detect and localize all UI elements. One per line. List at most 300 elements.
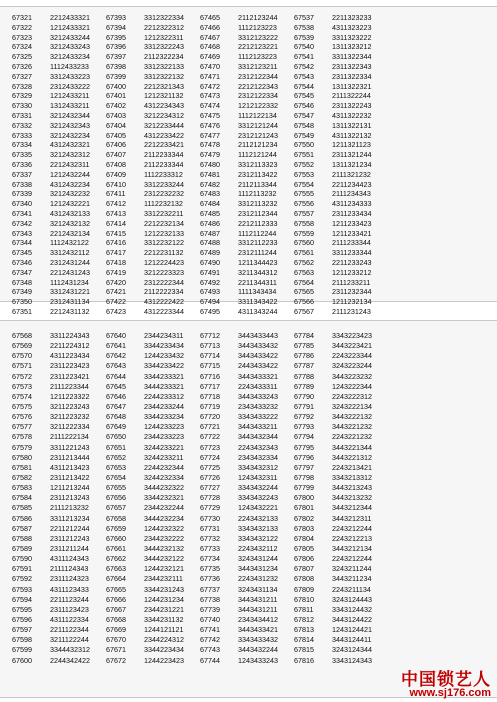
entry-number: 67483 <box>200 189 220 199</box>
table-cell <box>294 483 384 493</box>
entry-number: 67599 <box>12 645 32 655</box>
table-cell <box>106 443 200 453</box>
entry-code: 1112122134 <box>238 110 277 120</box>
entry-number: 67338 <box>12 179 32 189</box>
entry-number: 67726 <box>200 472 220 482</box>
entry-code: 2311213422 <box>50 472 90 482</box>
entry-number: 67465 <box>200 13 220 22</box>
entry-code: 3211344312 <box>238 267 278 277</box>
entry-code: 3443212344 <box>332 503 372 513</box>
table-cell <box>200 131 294 141</box>
entry-number: 67490 <box>200 257 220 267</box>
entry-number: 67577 <box>12 422 32 432</box>
code-table-lower <box>12 331 489 666</box>
entry-code: 4311213423 <box>50 462 90 472</box>
table-cell <box>200 585 294 595</box>
entry-code: 1112432122 <box>50 238 89 248</box>
entry-code: 3443433422 <box>238 351 278 361</box>
entry-number: 67641 <box>106 341 126 351</box>
entry-code: 4312223344 <box>144 306 184 316</box>
entry-code: 3443431211 <box>238 604 278 614</box>
entry-code: 3344231243 <box>144 584 184 594</box>
table-cell <box>12 331 106 341</box>
table-cell <box>12 554 106 564</box>
entry-code: 3344233422 <box>144 361 184 371</box>
entry-number: 67479 <box>200 150 220 160</box>
entry-code: 3312232211 <box>144 208 184 218</box>
entry-number: 67807 <box>294 564 314 574</box>
entry-code: 1211232134 <box>332 297 372 307</box>
table-cell <box>200 372 294 382</box>
entry-number: 67667 <box>106 604 126 614</box>
entry-number: 67733 <box>200 543 220 553</box>
table-cell <box>106 422 200 432</box>
entry-code: 4311234333 <box>332 199 372 209</box>
entry-number: 67552 <box>294 159 314 169</box>
entry-number: 67720 <box>200 412 220 422</box>
entry-code: 4312222422 <box>144 297 184 307</box>
entry-code: 3244233221 <box>144 442 184 452</box>
entry-code: 3343124432 <box>332 604 372 614</box>
entry-code: 2212433321 <box>50 13 90 22</box>
entry-number: 67573 <box>12 381 32 391</box>
entry-number: 67346 <box>12 257 32 267</box>
table-row <box>12 625 489 635</box>
entry-number: 67640 <box>106 331 126 340</box>
table-cell <box>12 268 106 278</box>
entry-code: 3312233244 <box>144 179 184 189</box>
entry-number: 67494 <box>200 297 220 307</box>
table-cell <box>12 23 106 33</box>
entry-number: 67590 <box>12 554 32 564</box>
entry-number: 67650 <box>106 432 126 442</box>
table-row <box>12 150 489 160</box>
entry-code: 3344232321 <box>144 493 184 503</box>
entry-number: 67671 <box>106 645 126 655</box>
entry-number: 67413 <box>106 208 126 218</box>
entry-number: 67793 <box>294 422 314 432</box>
entry-code: 2243431232 <box>238 574 278 584</box>
entry-number: 67472 <box>200 81 220 91</box>
entry-code: 1211233421 <box>332 228 372 238</box>
entry-code: 2212231132 <box>144 248 184 258</box>
entry-code: 1111343434 <box>238 287 277 297</box>
table-cell <box>200 514 294 524</box>
entry-code: 3312232122 <box>144 238 184 248</box>
table-cell <box>294 307 384 317</box>
table-row <box>12 402 489 412</box>
table-row <box>12 131 489 141</box>
entry-number: 67323 <box>12 32 32 42</box>
entry-number: 67574 <box>12 391 32 401</box>
entry-number: 67545 <box>294 91 314 101</box>
entry-code: 1211213244 <box>50 483 90 493</box>
upper-page-panel <box>0 6 497 316</box>
table-cell <box>12 544 106 554</box>
entry-number: 67742 <box>200 635 220 645</box>
entry-number: 67541 <box>294 52 314 62</box>
entry-number: 67814 <box>294 635 314 645</box>
entry-code: 2211123244 <box>50 594 89 604</box>
entry-code: 2211323233 <box>332 13 372 22</box>
table-cell <box>294 238 384 248</box>
entry-number: 67575 <box>12 401 32 411</box>
entry-number: 67339 <box>12 189 32 199</box>
table-row <box>12 432 489 442</box>
table-row <box>12 554 489 564</box>
entry-number: 67400 <box>106 81 126 91</box>
entry-code: 2212431243 <box>50 267 90 277</box>
entry-number: 67737 <box>200 584 220 594</box>
entry-number: 67578 <box>12 432 32 442</box>
entry-number: 67647 <box>106 401 126 411</box>
table-cell <box>106 268 200 278</box>
entry-number: 67660 <box>106 533 126 543</box>
entry-number: 67740 <box>200 614 220 624</box>
table-cell <box>294 585 384 595</box>
entry-code: 2311212243 <box>50 533 90 543</box>
entry-number: 67813 <box>294 625 314 635</box>
entry-code: 2344233244 <box>144 401 184 411</box>
table-cell <box>294 453 384 463</box>
entry-number: 67594 <box>12 594 32 604</box>
entry-number: 67342 <box>12 218 32 228</box>
entry-code: 3344233234 <box>144 412 184 422</box>
entry-number: 67799 <box>294 483 314 493</box>
table-cell <box>200 140 294 150</box>
entry-code: 3311343422 <box>238 297 278 307</box>
table-cell <box>106 574 200 584</box>
table-cell <box>12 209 106 219</box>
entry-code: 2343433232 <box>238 401 278 411</box>
table-cell <box>200 524 294 534</box>
table-cell <box>200 297 294 307</box>
table-cell <box>200 268 294 278</box>
table-cell <box>106 150 200 160</box>
entry-code: 3444232132 <box>144 543 184 553</box>
table-cell <box>12 382 106 392</box>
table-cell <box>106 121 200 131</box>
entry-code: 3243431134 <box>238 584 278 594</box>
entry-number: 67722 <box>200 432 220 442</box>
entry-number: 67725 <box>200 462 220 472</box>
entry-code: 2211224312 <box>50 341 90 351</box>
table-row <box>12 33 489 43</box>
entry-code: 2111222134 <box>50 432 89 442</box>
table-cell <box>200 473 294 483</box>
entry-number: 67482 <box>200 179 220 189</box>
entry-code: 3312431221 <box>50 287 90 297</box>
table-cell <box>200 91 294 101</box>
table-cell <box>106 297 200 307</box>
entry-code: 3343432243 <box>238 493 278 503</box>
table-cell <box>294 111 384 121</box>
entry-number: 67716 <box>200 371 220 381</box>
entry-number: 67411 <box>106 189 126 199</box>
table-cell <box>106 199 200 209</box>
table-cell <box>106 503 200 513</box>
table-cell <box>294 625 384 635</box>
table-row <box>12 111 489 121</box>
entry-code: 3443212134 <box>332 543 372 553</box>
table-cell <box>294 432 384 442</box>
entry-code: 2312222344 <box>144 277 184 287</box>
table-cell <box>200 483 294 493</box>
table-cell <box>294 361 384 371</box>
table-cell <box>200 503 294 513</box>
entry-code: 1244121121 <box>144 625 184 635</box>
table-cell <box>294 91 384 101</box>
table-cell <box>200 432 294 442</box>
table-cell <box>200 351 294 361</box>
entry-code: 4312234343 <box>144 101 184 111</box>
entry-number: 67796 <box>294 452 314 462</box>
entry-number: 67663 <box>106 564 126 574</box>
table-cell <box>12 351 106 361</box>
table-cell <box>106 635 200 645</box>
table-row <box>12 483 489 493</box>
table-cell <box>200 307 294 317</box>
table-cell <box>106 238 200 248</box>
table-cell <box>294 412 384 422</box>
table-cell <box>12 42 106 52</box>
table-cell <box>200 52 294 62</box>
entry-number: 67331 <box>12 110 32 120</box>
entry-code: 1211321123 <box>332 140 371 150</box>
entry-number: 67341 <box>12 208 32 218</box>
table-cell <box>200 111 294 121</box>
entry-number: 67471 <box>200 71 220 81</box>
entry-code: 3243222134 <box>332 401 372 411</box>
entry-number: 67724 <box>200 452 220 462</box>
table-row <box>12 656 489 666</box>
entry-number: 67802 <box>294 513 314 523</box>
entry-code: 2243212213 <box>332 533 372 543</box>
entry-code: 3212433244 <box>50 32 90 42</box>
table-cell <box>106 91 200 101</box>
entry-code: 3343432122 <box>238 533 278 543</box>
entry-code: 2312111244 <box>238 248 277 258</box>
entry-number: 67570 <box>12 351 32 361</box>
entry-number: 67736 <box>200 574 220 584</box>
table-row <box>12 121 489 131</box>
entry-number: 67345 <box>12 248 32 258</box>
entry-number: 67343 <box>12 228 32 238</box>
table-cell <box>200 229 294 239</box>
table-cell <box>12 422 106 432</box>
entry-code: 2212321343 <box>144 81 184 91</box>
table-cell <box>294 443 384 453</box>
table-cell <box>106 331 200 341</box>
entry-code: 3443433243 <box>238 391 278 401</box>
entry-code: 3212432232 <box>50 189 90 199</box>
entry-code: 2111124343 <box>50 564 89 574</box>
entry-code: 2243221232 <box>332 432 372 442</box>
table-cell <box>200 422 294 432</box>
table-cell <box>106 493 200 503</box>
entry-number: 67728 <box>200 493 220 503</box>
entry-code: 3312433223 <box>50 71 90 81</box>
entry-number: 67669 <box>106 625 126 635</box>
entry-number: 67643 <box>106 361 126 371</box>
entry-number: 67326 <box>12 61 32 71</box>
entry-number: 67595 <box>12 604 32 614</box>
table-cell <box>294 554 384 564</box>
table-row <box>12 287 489 297</box>
entry-number: 67333 <box>12 130 32 140</box>
table-cell <box>12 111 106 121</box>
entry-code: 4311322232 <box>332 110 372 120</box>
table-row <box>12 412 489 422</box>
entry-number: 67712 <box>200 331 220 340</box>
table-cell <box>294 170 384 180</box>
entry-number: 67324 <box>12 42 32 52</box>
table-row <box>12 351 489 361</box>
table-cell <box>200 180 294 190</box>
table-cell <box>12 219 106 229</box>
entry-code: 3244233211 <box>144 452 184 462</box>
table-cell <box>106 534 200 544</box>
entry-code: 2111233211 <box>332 277 371 287</box>
table-cell <box>200 341 294 351</box>
table-row <box>12 52 489 62</box>
table-cell <box>12 432 106 442</box>
entry-code: 3443213243 <box>332 483 372 493</box>
table-row <box>12 361 489 371</box>
entry-number: 67539 <box>294 32 314 42</box>
entry-number: 67557 <box>294 208 314 218</box>
entry-code: 1112123223 <box>238 52 277 62</box>
table-cell <box>294 341 384 351</box>
table-row <box>12 307 489 317</box>
entry-code: 3212433234 <box>50 52 90 62</box>
entry-code: 2111213232 <box>50 503 89 513</box>
table-cell <box>200 23 294 33</box>
entry-number: 67672 <box>106 655 126 665</box>
entry-number: 67321 <box>12 13 32 22</box>
table-cell <box>106 514 200 524</box>
entry-number: 67790 <box>294 391 314 401</box>
entry-code: 2344233223 <box>144 432 184 442</box>
entry-code: 2211212244 <box>50 523 90 533</box>
entry-number: 67791 <box>294 401 314 411</box>
table-cell <box>12 595 106 605</box>
table-cell <box>200 150 294 160</box>
entry-code: 4311343244 <box>238 306 278 316</box>
table-cell <box>12 72 106 82</box>
entry-code: 1212232133 <box>144 228 184 238</box>
table-row <box>12 229 489 239</box>
entry-number: 67468 <box>200 42 220 52</box>
entry-number: 67328 <box>12 81 32 91</box>
entry-number: 67559 <box>294 228 314 238</box>
entry-number: 67414 <box>106 218 126 228</box>
lower-page-panel <box>0 320 497 698</box>
entry-number: 67337 <box>12 169 32 179</box>
table-cell <box>106 473 200 483</box>
table-cell <box>294 278 384 288</box>
entry-code: 2243432343 <box>238 442 278 452</box>
entry-code: 2212432311 <box>50 159 90 169</box>
table-cell <box>294 564 384 574</box>
entry-number: 67322 <box>12 22 32 32</box>
table-row <box>12 544 489 554</box>
entry-number: 67553 <box>294 169 314 179</box>
entry-number: 67395 <box>106 32 126 42</box>
table-row <box>12 524 489 534</box>
entry-code: 2443433422 <box>238 361 278 371</box>
table-cell <box>106 278 200 288</box>
entry-code: 4311223434 <box>50 351 90 361</box>
entry-number: 67723 <box>200 442 220 452</box>
entry-number: 67803 <box>294 523 314 533</box>
table-row <box>12 564 489 574</box>
entry-code: 2344231221 <box>144 604 184 614</box>
entry-code: 3212432343 <box>50 120 90 130</box>
entry-code: 2311321244 <box>332 150 372 160</box>
table-cell <box>294 248 384 258</box>
table-cell <box>106 219 200 229</box>
entry-code: 4312432133 <box>50 208 90 218</box>
entry-number: 67794 <box>294 432 314 442</box>
entry-number: 67656 <box>106 493 126 503</box>
entry-number: 67467 <box>200 32 220 42</box>
table-cell <box>294 140 384 150</box>
entry-code: 4311123433 <box>50 584 89 594</box>
table-cell <box>12 473 106 483</box>
entry-number: 67344 <box>12 238 32 248</box>
table-cell <box>294 534 384 544</box>
entry-code: 2211234423 <box>332 179 372 189</box>
code-table-upper <box>12 13 489 317</box>
entry-code: 3312113323 <box>238 159 278 169</box>
entry-number: 67801 <box>294 503 314 513</box>
table-cell <box>106 645 200 655</box>
table-cell <box>294 331 384 341</box>
entry-number: 67668 <box>106 614 126 624</box>
table-cell <box>106 341 200 351</box>
entry-number: 67581 <box>12 462 32 472</box>
entry-number: 67715 <box>200 361 220 371</box>
table-cell <box>106 248 200 258</box>
entry-number: 67586 <box>12 513 32 523</box>
entry-code: 1212321132 <box>144 91 184 101</box>
table-cell <box>106 180 200 190</box>
table-row <box>12 278 489 288</box>
table-cell <box>106 605 200 615</box>
entry-number: 67786 <box>294 351 314 361</box>
table-row <box>12 258 489 268</box>
entry-code: 2112233344 <box>144 159 184 169</box>
table-cell <box>294 351 384 361</box>
entry-number: 67729 <box>200 503 220 513</box>
entry-number: 67645 <box>106 381 126 391</box>
entry-code: 1112113232 <box>238 189 277 199</box>
table-cell <box>12 140 106 150</box>
table-cell <box>106 483 200 493</box>
table-cell <box>106 402 200 412</box>
table-cell <box>106 372 200 382</box>
entry-code: 2311322243 <box>332 101 372 111</box>
table-cell <box>12 258 106 268</box>
entry-number: 67735 <box>200 564 220 574</box>
entry-number: 67560 <box>294 238 314 248</box>
entry-code: 2344234311 <box>144 331 184 340</box>
table-cell <box>200 101 294 111</box>
entry-code: 3311221243 <box>50 442 90 452</box>
entry-number: 67408 <box>106 159 126 169</box>
entry-code: 3443221344 <box>332 442 372 452</box>
